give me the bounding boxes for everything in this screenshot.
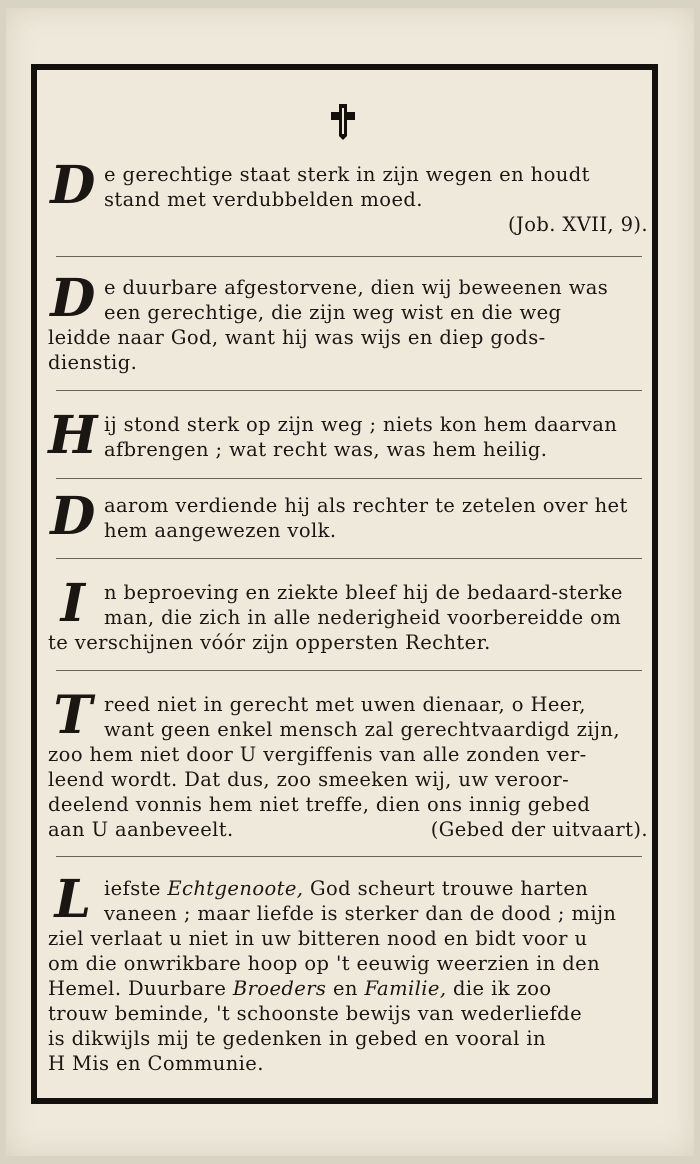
line: een gerechtige, die zijn weg wist en die weg (104, 301, 562, 324)
line: zoo hem niet door U vergiffenis van alle zonden ver- (48, 743, 587, 766)
line: want geen enkel mensch zal gerechtvaardigd zijn, (104, 718, 620, 741)
paragraph-4 (48, 486, 648, 547)
separator (56, 478, 642, 479)
line: te verschijnen vóór zijn oppersten Rechter. (48, 631, 491, 654)
separator (56, 670, 642, 671)
line: deelend vonnis hem niet treffe, dien ons innig gebed (48, 793, 591, 816)
separator (56, 390, 642, 391)
drop-cap: D (50, 486, 96, 547)
paragraph-1 (48, 155, 648, 237)
line: e duurbare afgestorvene, dien wij beweenen was (104, 276, 609, 299)
paragraph-2 (48, 268, 648, 375)
separator (56, 558, 642, 559)
line: ziel verlaat u niet in uw bitteren nood en bidt voor u (48, 927, 588, 950)
drop-cap: D (50, 155, 96, 216)
drop-cap: I (60, 573, 86, 634)
line: leend wordt. Dat dus, zoo smeeken wij, uw veroor- (48, 768, 570, 791)
separator (56, 856, 642, 857)
drop-cap: T (53, 685, 93, 746)
line: aan U aanbeveelt. (48, 818, 234, 841)
bible-reference: (Job. XVII, 9). (507, 213, 648, 236)
drop-cap: L (54, 869, 92, 930)
line: n beproeving en ziekte bleef hij de bedaard-sterke (104, 581, 623, 604)
line: afbrengen ; wat recht was, was hem heilig. (104, 438, 548, 461)
line: leidde naar God, want hij was wijs en diep gods- (48, 326, 546, 349)
separator (56, 256, 642, 257)
paragraph-3 (48, 405, 648, 466)
line: reed niet in gerecht met uwen dienaar, o Heer, (104, 693, 586, 716)
line: man, die zich in alle nederigheid voorbereidde om (104, 606, 622, 629)
line: Hemel. Duurbare Broeders en Familie, die ik zoo (48, 977, 552, 1000)
line: is dikwijls mij te gedenken in gebed en vooral in (48, 1027, 546, 1050)
prayer-reference: (Gebed der uitvaart). (430, 818, 648, 841)
line: stand met verdubbelden moed. (104, 188, 423, 211)
line: iefste Echtgenoote, God scheurt trouwe harten (104, 877, 589, 900)
line: aarom verdiende hij als rechter te zetelen over het (104, 494, 628, 517)
drop-cap: H (48, 405, 98, 466)
cross-icon (326, 102, 360, 142)
paragraph-7 (48, 869, 648, 1076)
paragraph-5 (48, 573, 648, 655)
line: trouw beminde, 't schoonste bewijs van wederliefde (48, 1002, 583, 1025)
paragraph-6 (48, 685, 648, 842)
line: om die onwrikbare hoop op 't eeuwig weerzien in den (48, 952, 601, 975)
line: hem aangewezen volk. (104, 519, 337, 542)
line: e gerechtige staat sterk in zijn wegen en houdt (104, 163, 590, 186)
line: dienstig. (48, 351, 138, 374)
line: ij stond sterk op zijn weg ; niets kon hem daarvan (104, 413, 618, 436)
line: vaneen ; maar liefde is sterker dan de dood ; mijn (104, 902, 617, 925)
line: H Mis en Communie. (48, 1052, 264, 1075)
drop-cap: D (50, 268, 96, 329)
